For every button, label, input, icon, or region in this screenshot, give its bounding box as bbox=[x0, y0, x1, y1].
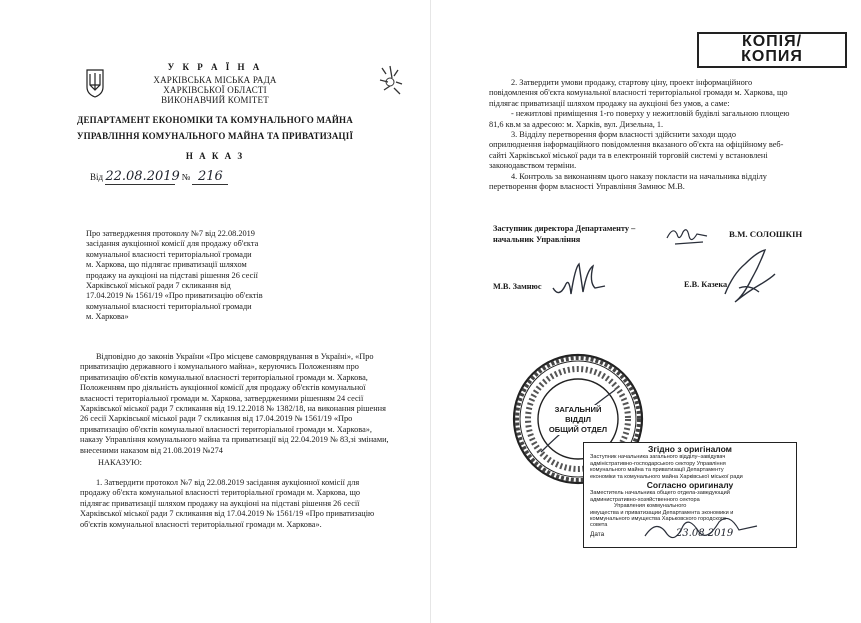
kazeka-signature bbox=[715, 244, 781, 310]
certify-line: комунального майна та приватизації Департаменту bbox=[590, 467, 724, 474]
item-line: - нежитлові приміщення 1-го поверху у нежитловій будівлі загальною площею bbox=[511, 109, 790, 119]
zamnius-signature bbox=[549, 258, 609, 306]
seal-center-line: ЗАГАЛЬНИЙ bbox=[554, 405, 602, 414]
number-handwritten: 216 bbox=[198, 169, 223, 184]
certify-line: коммунального имущества Харьковского городского bbox=[590, 516, 726, 522]
seal-center-line: ВІДДІЛ bbox=[565, 415, 591, 424]
certify-line: Заместитель начальника общего отдела-заведующий bbox=[590, 490, 730, 497]
date-prefix: Від bbox=[90, 172, 104, 182]
certify-date-label: Дата bbox=[590, 530, 605, 538]
item-line: 81,6 кв.м за адресою: м. Харків, вул. Дизельна, 1. bbox=[489, 119, 664, 129]
oblast-name: ХАРКІВСЬКОЇ ОБЛАСТІ bbox=[163, 85, 267, 95]
right-signer-name: Е.В. Казека bbox=[684, 280, 728, 289]
certify-date-handwritten: 23.08.2019 bbox=[675, 527, 734, 539]
certify-title-ru: Согласно оригиналу bbox=[646, 480, 734, 491]
preamble-line: внесеними наказом від 21.08.2019 №274 bbox=[80, 445, 223, 455]
item-line: підлягає приватизації шляхом продажу на аукціоні на підставі рішення 26 сесії bbox=[80, 498, 360, 508]
order-item-1 bbox=[80, 478, 410, 530]
preamble-line: Харківської міської ради 7 скликання від 19.12.2018 № 1382/18, на виконання рішення bbox=[80, 404, 386, 414]
date-handwritten: 22.08.2019 bbox=[105, 169, 180, 184]
seal-center-text bbox=[544, 405, 612, 435]
seal-center-line: ОБЩИЙ ОТДЕЛ bbox=[548, 425, 608, 434]
order-page-2 bbox=[431, 0, 861, 623]
left-signer-name: М.В. Замнюс bbox=[493, 282, 542, 291]
preamble-line: 26 сесії Харківської міської ради 7 скликання від 17.04.2019 № 1561/19 «Про bbox=[80, 414, 353, 424]
item-line: об'єктів комунальної власності територіальної громади м. Харкова». bbox=[80, 519, 322, 529]
certify-line: Заступник начальника загального відділу–завідувач bbox=[590, 454, 726, 460]
copy-stamp-line: КОПІЯ/ bbox=[741, 33, 803, 50]
preamble-line: приватизацію об'єктів комунальної власності територіальної громади м. Харкова», bbox=[80, 424, 373, 434]
title-line: комунальної власності територіальної громади bbox=[86, 249, 252, 259]
preamble-line: приватизацію об'єктів комунальної власності територіальної громади м. Харкова, bbox=[80, 372, 368, 382]
item-line: 3. Відділу перетворення форм власності здійснити заходи щодо bbox=[511, 130, 737, 139]
preamble-line: Відповідно до законів України «Про місцеве самоврядування в Україні», «Про bbox=[96, 352, 374, 361]
preamble-line: Положенням про діяльність аукціонної комісії для продажу об'єктів комунальної bbox=[80, 383, 366, 393]
item-line: сайті Харківської міської ради та в електронній торговій системі у встановлені bbox=[489, 150, 768, 160]
title-line: Харківської міської ради 7 скликання від bbox=[86, 281, 231, 291]
document-type: Н А К А З bbox=[185, 151, 245, 161]
preamble bbox=[80, 352, 410, 456]
item-line: перетворення форм власності Управління Замнюс М.В. bbox=[489, 182, 685, 192]
preamble-line: приватизацію державного і комунального майна», керуючись Положенням про bbox=[80, 362, 359, 372]
preamble-line: власності територіальної громади м. Харкова, затвердженими рішенням 24 сесії bbox=[80, 393, 364, 403]
item-line: законодавством терміни. bbox=[489, 161, 577, 171]
deputy-signature bbox=[665, 224, 709, 248]
item-line: 1. Затвердити протокол №7 від 22.08.2019 засідання аукціонної комісії для bbox=[96, 478, 360, 487]
department-name: ДЕПАРТАМЕНТ ЕКОНОМІКИ ТА КОМУНАЛЬНОГО МАЙНА bbox=[77, 115, 353, 125]
certifier-signature bbox=[641, 508, 761, 548]
order-item-2 bbox=[489, 78, 807, 130]
title-line: продажу на аукціоні на підставі рішення 26 сесії bbox=[86, 270, 258, 280]
title-line: м. Харкова, що підлягає приватизації шляхом bbox=[86, 260, 247, 270]
certify-title-ua: Згідно з оригіналом bbox=[648, 444, 732, 454]
item-line: 4. Контроль за виконанням цього наказу покласти на начальника відділу bbox=[511, 172, 767, 181]
title-line: м. Харкова» bbox=[86, 312, 129, 322]
order-word: НАКАЗУЮ: bbox=[98, 458, 142, 467]
title-line: 17.04.2019 № 1561/19 «Про приватизацію об'єктів bbox=[86, 291, 263, 301]
item-line: підлягає приватизації шляхом продажу на аукціоні без умов, а саме: bbox=[489, 98, 730, 108]
committee-name: ВИКОНАВЧИЙ КОМІТЕТ bbox=[161, 95, 269, 105]
certify-line: Управления коммунального bbox=[614, 503, 687, 510]
deputy-title: Заступник директора Департаменту – bbox=[493, 224, 636, 233]
country-name: У К Р А Ї Н А bbox=[167, 62, 263, 72]
item-line: оприлюднення інформаційного повідомлення вказаного об'єкта на офіційному веб- bbox=[489, 140, 784, 150]
certify-line: адміністративно-господарського сектору Управління bbox=[590, 460, 726, 467]
order-title bbox=[86, 229, 286, 323]
directorate-name: УПРАВЛІННЯ КОМУНАЛЬНОГО МАЙНА ТА ПРИВАТИЗАЦІЇ bbox=[76, 131, 354, 141]
title-line: засідання аукціонної комісії для продажу об'єкта bbox=[86, 239, 259, 249]
item-line: Харківської міської ради 7 скликання від 17.04.2019 № 1561/19 «Про приватизацію bbox=[80, 509, 375, 519]
copy-stamp bbox=[697, 32, 847, 68]
certify-line: имущества и приватизации Департамента экономики и bbox=[590, 509, 734, 516]
order-page-1 bbox=[0, 0, 430, 623]
title-line: комунальної власності територіальної громади bbox=[86, 301, 252, 311]
deputy-title: начальник Управління bbox=[493, 235, 581, 244]
council-name: ХАРКІВСЬКА МІСЬКА РАДА bbox=[153, 75, 277, 85]
preamble-line: наказу Управління комунального майна та приватизації від 22.04.2019 № 83,зі змінами, bbox=[80, 435, 389, 445]
certify-line: административно-хозяйственного сектора bbox=[590, 496, 700, 503]
item-line: продажу об'єкта комунальної власності територіальної громади м. Харкова, що bbox=[80, 488, 361, 498]
title-line: Про затвердження протоколу №7 від 22.08.2019 bbox=[86, 229, 255, 238]
date-row bbox=[90, 169, 228, 185]
item-line: 2. Затвердити умови продажу, стартову ціну, проект інформаційного bbox=[511, 78, 753, 87]
certify-line: совета bbox=[590, 522, 608, 529]
number-prefix: № bbox=[181, 172, 191, 182]
certify-line: економіки та комунального майна Харківської міської ради bbox=[590, 473, 743, 480]
item-line: повідомлення об'єкта комунальної власності територіальної громади м. Харкова, що bbox=[489, 88, 788, 98]
copy-stamp-line: КОПИЯ bbox=[741, 48, 803, 65]
order-item-3 bbox=[489, 130, 807, 172]
deputy-name: В.М. СОЛОШКІН bbox=[729, 229, 803, 239]
order-item-4 bbox=[489, 172, 807, 193]
registration-mark-icon bbox=[372, 64, 408, 102]
